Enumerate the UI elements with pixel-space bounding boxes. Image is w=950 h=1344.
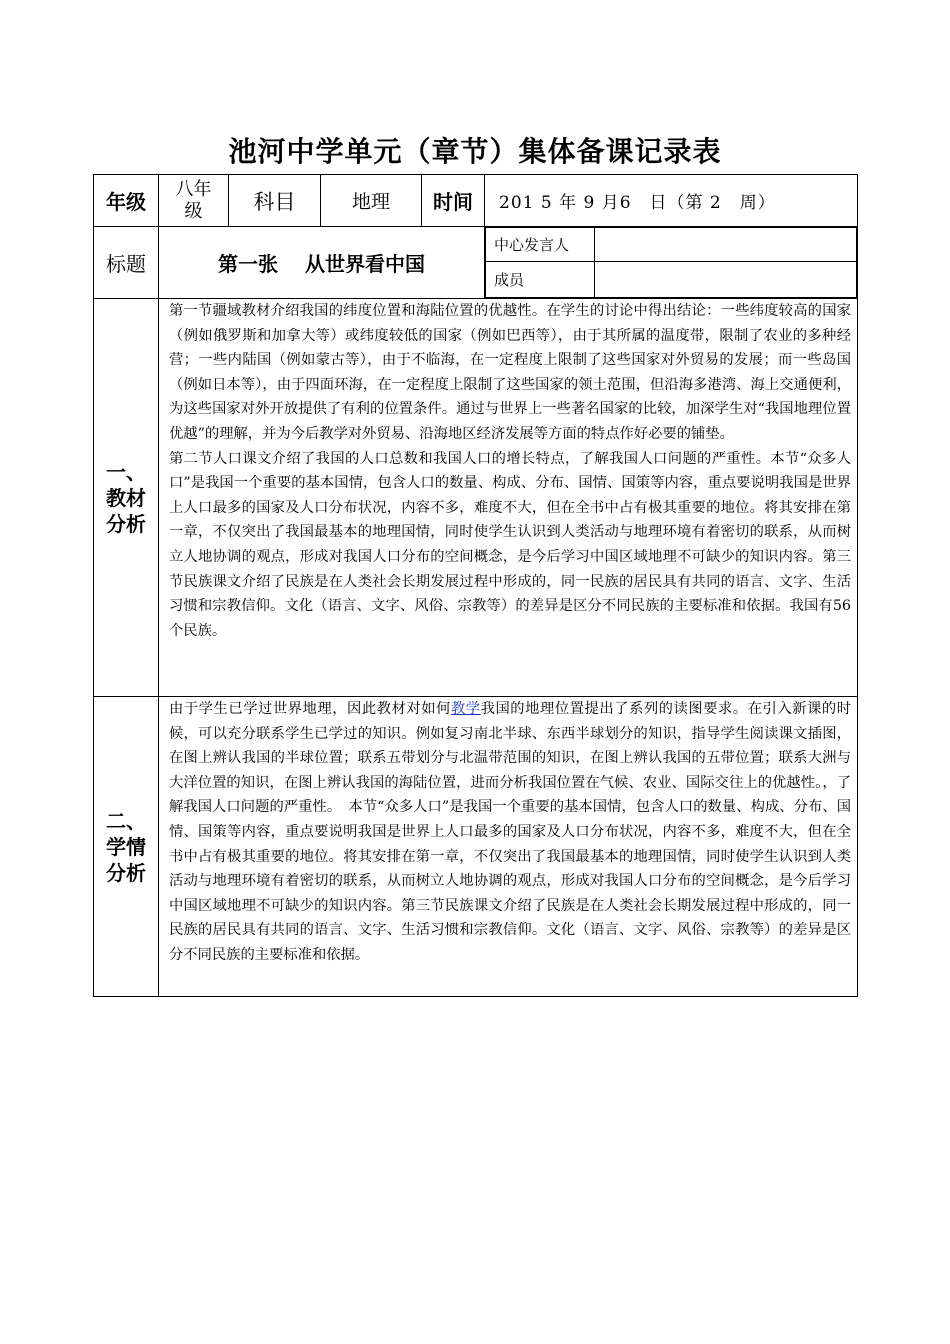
grade-value: 八年级 bbox=[159, 175, 229, 227]
section2-paragraph bbox=[169, 697, 851, 968]
record-table bbox=[93, 174, 858, 997]
grade-label: 年级 bbox=[94, 175, 159, 227]
page-title: 池河中学单元（章节）集体备课记录表 bbox=[228, 135, 722, 168]
section1-paragraph-1: 第一节疆域教材介绍我国的纬度位置和海陆位置的优越性。在学生的讨论中得出结论：一些纬度较高的国家（例如俄罗斯和加拿大等）或纬度较低的国家（例如巴西等），由于其所属的温度带，限制了农业的多种经营；一些内陆国（例如蒙古等），由于不临海，在一定程度上限制了这些国家对外贸易的发展；而一些岛国（例如日本等），由于四面环海，在一定程度上限制了这些国家的领土范围，但沿海多港湾、海上交通便利，为这些国家对外开放提供了有利的位置条件。通过与世界上一些著名国家的比较，加深学生对“我国地理位置优越”的理解，并为今后教学对外贸易、沿海地区经济发展等方面的特点作好必要的铺垫。 bbox=[169, 303, 852, 442]
members-value bbox=[595, 262, 857, 298]
section1-label-line1: 一、 bbox=[106, 459, 146, 484]
section2-label-line2: 学情 bbox=[106, 834, 146, 859]
subject-value: 地理 bbox=[321, 175, 422, 227]
topic-row bbox=[94, 227, 858, 299]
speaker-value bbox=[595, 228, 857, 262]
time-label: 时间 bbox=[422, 175, 485, 227]
section2-label-line1: 二、 bbox=[106, 808, 146, 833]
section2-row bbox=[94, 697, 858, 997]
topic-label: 标题 bbox=[94, 227, 159, 299]
section1-label bbox=[94, 299, 159, 697]
section1-row bbox=[94, 299, 858, 697]
teaching-link[interactable]: 教学 bbox=[450, 701, 481, 717]
section2-text-before-link: 由于学生已学过世界地理，因此教材对如何 bbox=[169, 701, 451, 717]
section2-text-after-link: 我国的地理位置提出了系列的读图要求。在引入新课的时候，可以充分联系学生已学过的知识。例如复习南北半球、东西半球划分的知识，指导学生阅读课文插图，在图上辨认我国的半球位置；联系五带划分与北温带范围的知识，在图上辨认我国的五带位置；联系大洲与大洋位置的知识，在图上辨认我国的海陆位置，进而分析我国位置在气候、农业、国际交往上的优越性。，了解我国人口问题的严重性。 本节“众多人口”是我国一个重要的基本国情，包含人口的数量、构成、分布、国情、国策等内容，重点要说明我国是世界上人口最多的国家及人口分布状况，内容不多，难度不大，但在全书中占有极其重要的地位。将其安排在第一章，不仅突出了我国最基本的地理国情，同时使学生认识到人类活动与地理环境有着密切的联系，从而树立人地协调的观点，形成对我国人口分布的空间概念，是今后学习中国区域地理不可缺少的知识内容。第三节民族课文介绍了民族是在人类社会长期发展过程中形成的，同一民族的居民具有共同的语言、文字、生活习惯和宗教信仰。文化（语言、文字、风俗、宗教等）的差异是区分不同民族的主要标准和依据。 bbox=[169, 701, 852, 963]
subject-label: 科目 bbox=[229, 175, 321, 227]
section1-paragraph-2: 第二节人口课文介绍了我国的人口总数和我国人口的增长特点，了解我国人口问题的严重性。本节“众多人口”是我国一个重要的基本国情，包含人口的数量、构成、分布、国情、国策等内容，重点要说明我国是世界上人口最多的国家及人口分布状况，内容不多，难度不大，但在全书中占有极其重要的地位。将其安排在第一章，不仅突出了我国最基本的地理国情，同时使学生认识到人类活动与地理环境有着密切的联系，从而树立人地协调的观点，形成对我国人口分布的空间概念，是今后学习中国区域地理不可缺少的知识内容。第三节民族课文介绍了民族是在人类社会长期发展过程中形成的，同一民族的居民具有共同的语言、文字、生活习惯和宗教信仰。文化（语言、文字、风俗、宗教等）的差异是区分不同民族的主要标准和依据。我国有56个民族。 bbox=[169, 450, 852, 639]
section1-label-line2: 教材 bbox=[106, 485, 146, 510]
topic-value: 第一张 从世界看中国 bbox=[159, 227, 485, 299]
topic-meta bbox=[485, 227, 858, 299]
members-label: 成员 bbox=[486, 262, 595, 298]
section1-content bbox=[159, 299, 858, 697]
speaker-label: 中心发言人 bbox=[486, 228, 595, 262]
header-row bbox=[94, 175, 858, 227]
section2-content bbox=[159, 697, 858, 997]
section2-label bbox=[94, 697, 159, 997]
topic-meta-table bbox=[485, 227, 857, 298]
section1-label-line3: 分析 bbox=[106, 511, 146, 536]
time-value: 201 5 年 9 月6 日（第 2 周） bbox=[485, 175, 858, 227]
section2-label-line3: 分析 bbox=[106, 860, 146, 885]
